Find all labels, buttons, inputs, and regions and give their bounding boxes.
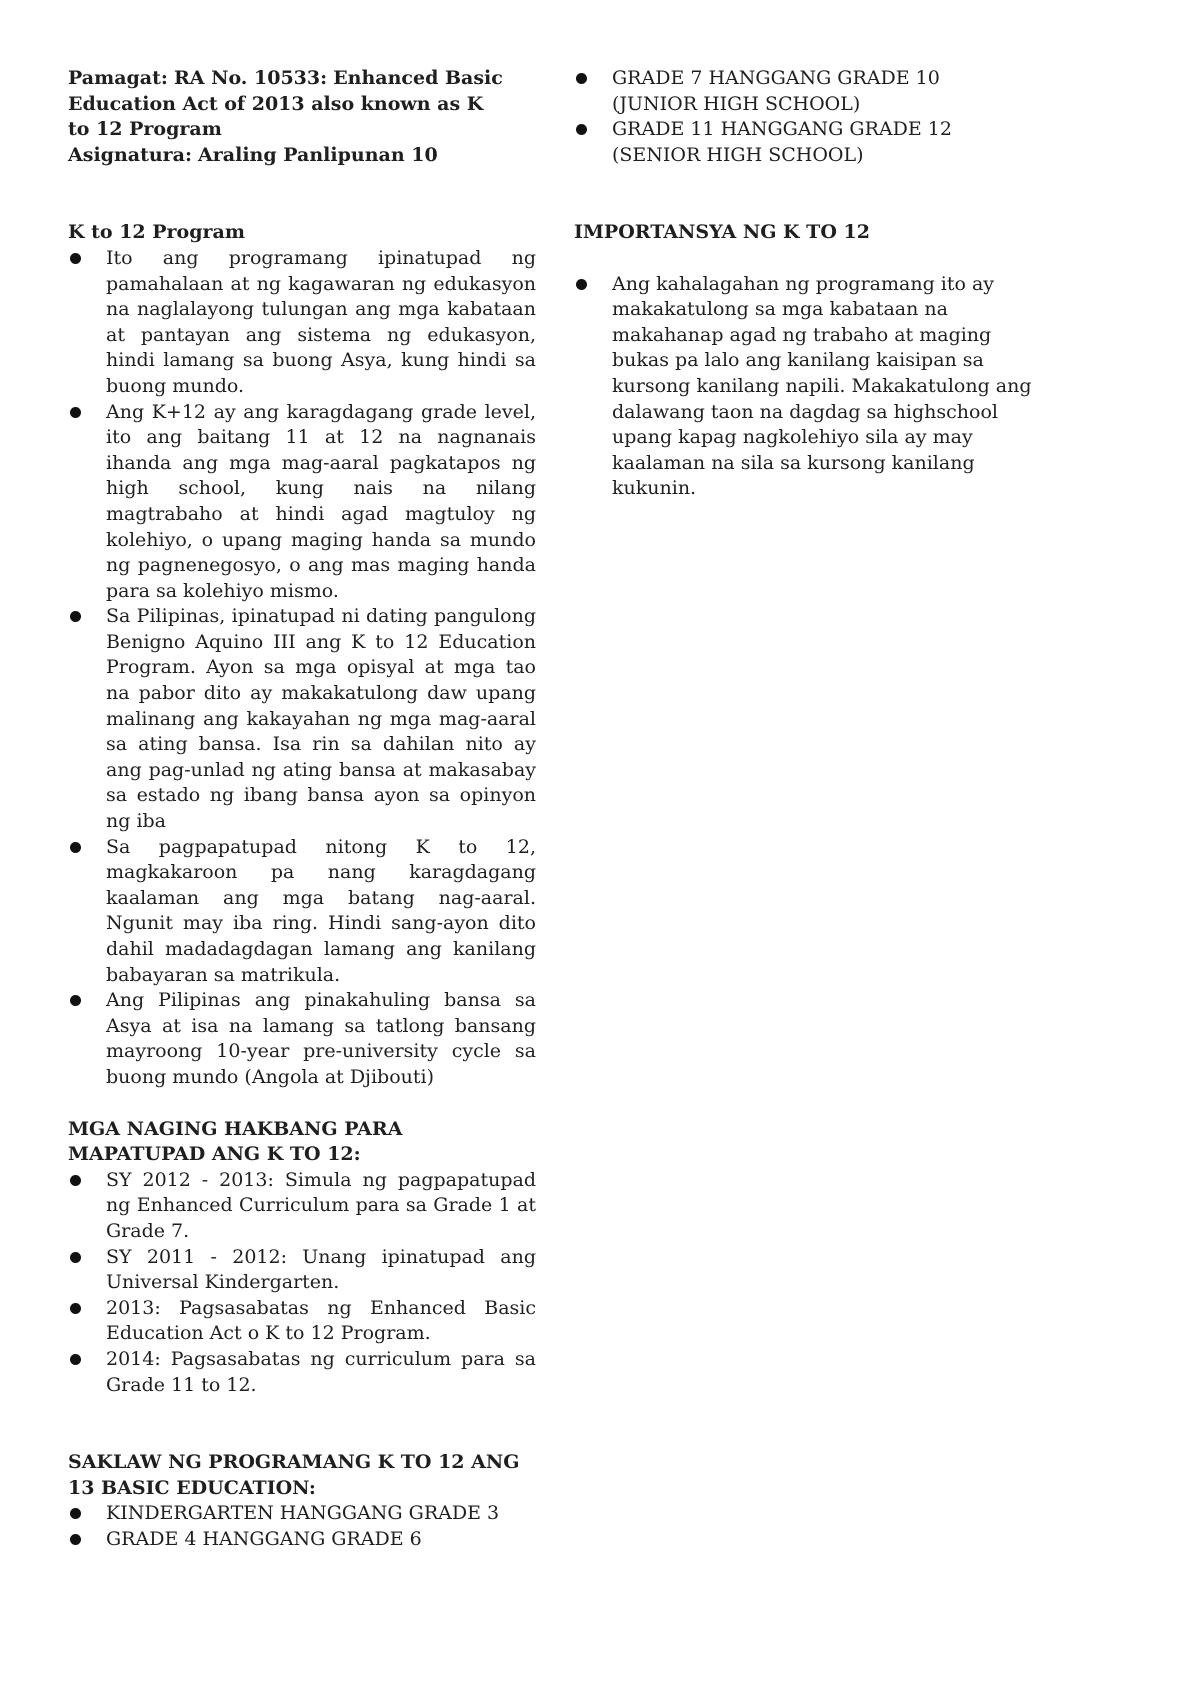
steps-bullet-list bbox=[68, 1168, 536, 1398]
list-item: 2013: Pagsasabatas ng Enhanced Basic Education Act o K to 12 Program. bbox=[68, 1296, 536, 1347]
importance-bullet-list bbox=[574, 272, 1042, 502]
list-item: SY 2012 - 2013: Simula ng pagpapatupad ng Enhanced Curriculum para sa Grade 1 at Grade 7. bbox=[68, 1168, 536, 1245]
bullet-icon bbox=[70, 253, 81, 264]
bullet-icon bbox=[70, 1354, 81, 1365]
k12-bullet-list bbox=[68, 246, 536, 1091]
bullet-icon bbox=[576, 73, 587, 84]
subject-label: Asignatura: bbox=[68, 143, 192, 166]
list-item: Ang K+12 ay ang karagdagang grade level, ito ang baitang 11 at 12 na nagnanais ihanda ang mga mag-aaral pagkatapos ng high school, kung nais na nilang magtrabaho at hindi agad magtuloy ng kolehiyo, o upang maging handa sa mundo ng pagnenegosyo, o ang mas maging handa para sa kolehiyo mismo. bbox=[68, 400, 536, 605]
list-item: SY 2011 - 2012: Unang ipinatupad ang Universal Kindergarten. bbox=[68, 1245, 536, 1296]
scope-bullet-list-continued bbox=[574, 66, 974, 168]
list-item: Ang kahalagahan ng programang ito ay makakatulong sa mga kabataan na makahanap agad ng trabaho at maging bukas pa lalo ang kanilang kaisipan sa kursong kanilang napili. Makakatulong ang dalawang taon na dagdag sa highschool upang kapag nagkolehiyo sila ay may kaalaman na sila sa kursong kanilang kukunin. bbox=[574, 272, 1042, 502]
list-item: Ang Pilipinas ang pinakahuling bansa sa Asya at isa na lamang sa tatlong bansang mayroong 10-year pre-university cycle sa buong mundo (Angola at Djibouti) bbox=[68, 988, 536, 1090]
bullet-icon bbox=[70, 842, 81, 853]
section-heading-importance: IMPORTANSYA NG K TO 12 bbox=[574, 221, 870, 244]
left-column bbox=[68, 66, 536, 1552]
list-item: GRADE 11 HANGGANG GRADE 12 (SENIOR HIGH SCHOOL) bbox=[574, 117, 974, 168]
title-text: Enhanced Basic Education Act of 2013 also known as K to 12 Program bbox=[68, 67, 503, 141]
scope-bullet-list bbox=[68, 1501, 536, 1552]
bullet-icon bbox=[70, 995, 81, 1006]
bullet-icon bbox=[576, 124, 587, 135]
list-item: KINDERGARTEN HANGGANG GRADE 3 bbox=[68, 1501, 536, 1527]
bullet-icon bbox=[70, 1252, 81, 1263]
title-label: Pamagat: bbox=[68, 67, 168, 89]
list-item: GRADE 7 HANGGANG GRADE 10 (JUNIOR HIGH SCHOOL) bbox=[574, 66, 974, 117]
section-heading-steps: MGA NAGING HAKBANG PARA MAPATUPAD ANG K TO 12: bbox=[68, 1117, 403, 1166]
list-item: Sa pagpapatupad nitong K to 12, magkakaroon pa nang karagdagang kaalaman ang mga batang nag-aaral. Ngunit may iba ring. Hindi sang-ayon dito dahil madadagdagan lamang ang kanilang babayaran sa matrikula. bbox=[68, 835, 536, 989]
section-heading-k12: K to 12 Program bbox=[68, 221, 245, 244]
list-item: Sa Pilipinas, ipinatupad ni dating pangulong Benigno Aquino III ang K to 12 Education Program. Ayon sa mga opisyal at mga tao na pabor dito ay makakatulong daw upang malinang ang kakayahan ng mga mag-aaral sa ating bansa. Isa rin sa dahilan nito ay ang pag-unlad ng ating bansa at makasabay sa estado ng ibang bansa ayon sa opinyon ng iba bbox=[68, 604, 536, 834]
list-item: GRADE 4 HANGGANG GRADE 6 bbox=[68, 1527, 536, 1553]
bullet-icon bbox=[70, 611, 81, 622]
bullet-icon bbox=[70, 1175, 81, 1186]
list-item: 2014: Pagsasabatas ng curriculum para sa Grade 11 to 12. bbox=[68, 1347, 536, 1398]
title-ra-number: RA No. 10533: bbox=[173, 67, 328, 89]
bullet-icon bbox=[70, 1508, 81, 1519]
bullet-icon bbox=[70, 1303, 81, 1314]
bullet-icon bbox=[576, 279, 587, 290]
section-heading-scope: SAKLAW NG PROGRAMANG K TO 12 ANG 13 BASIC EDUCATION: bbox=[68, 1451, 520, 1499]
subject-value: Araling Panlipunan 10 bbox=[198, 143, 438, 166]
bullet-icon bbox=[70, 407, 81, 418]
bullet-icon bbox=[70, 1534, 81, 1545]
right-column bbox=[574, 66, 1042, 502]
document-header bbox=[68, 66, 508, 168]
list-item: Ito ang programang ipinatupad ng pamahalaan at ng kagawaran ng edukasyon na naglalayong tulungan ang mga kabataan at pantayan ang sistema ng edukasyon, hindi lamang sa buong Asya, kung hindi sa buong mundo. bbox=[68, 246, 536, 400]
